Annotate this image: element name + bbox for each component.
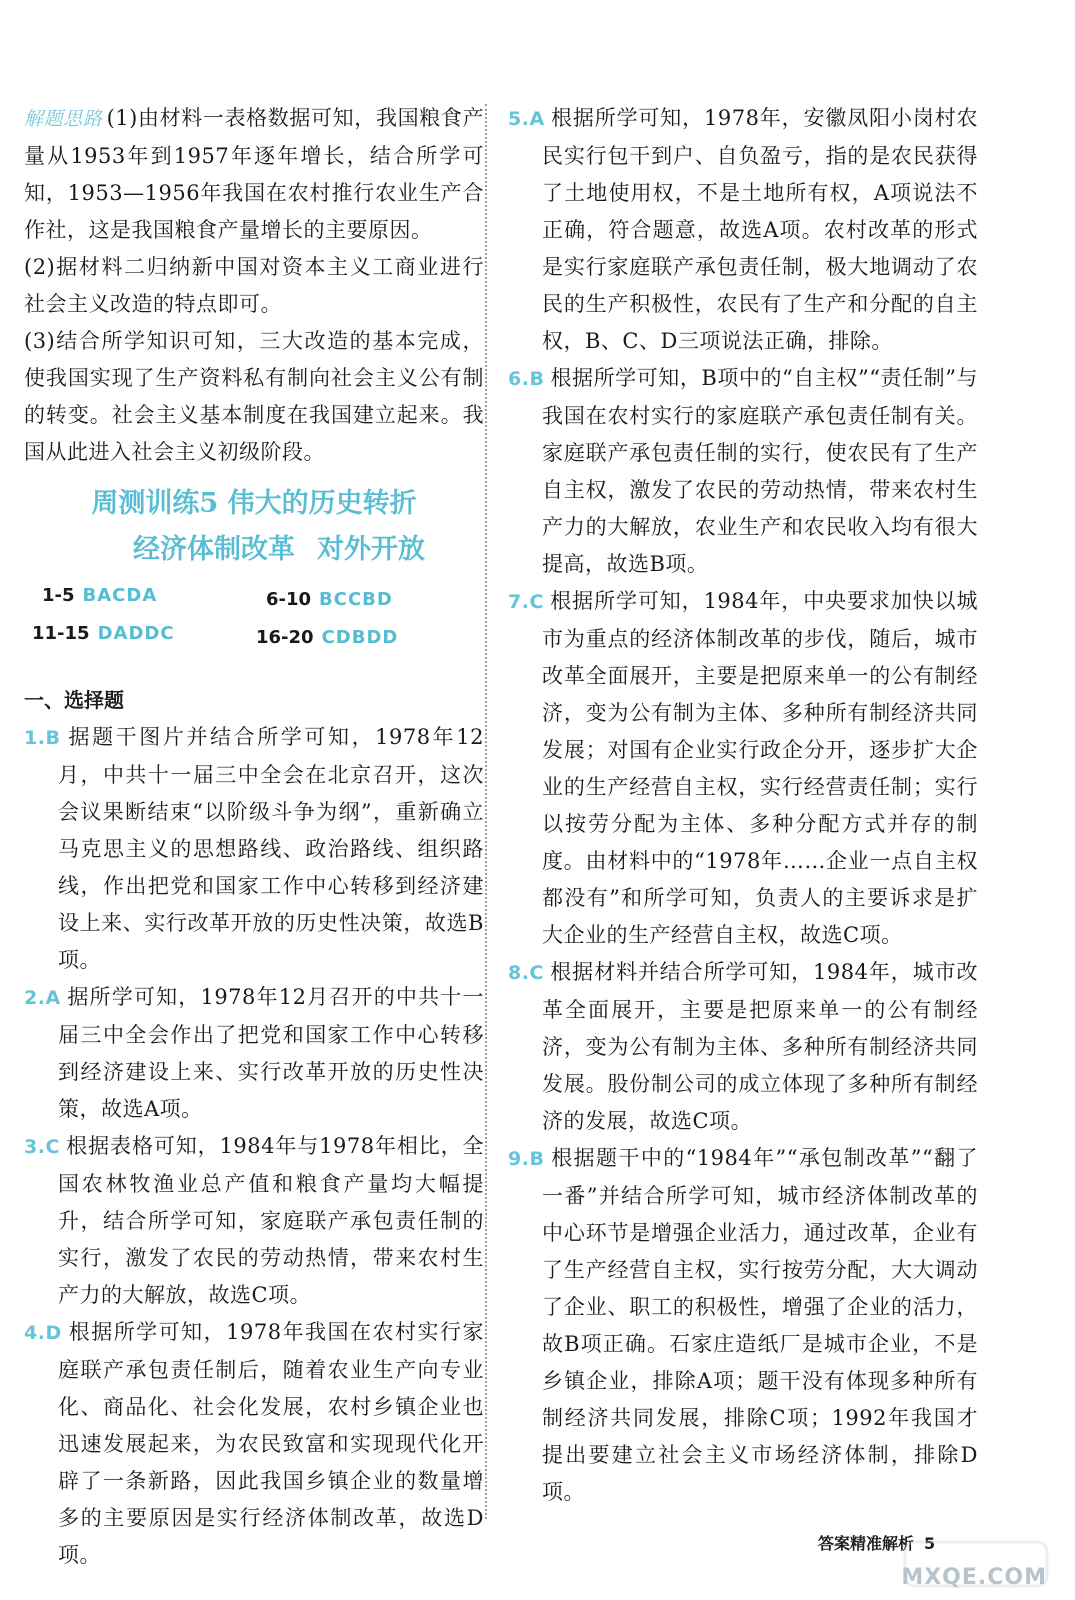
answer-keys: CDBDD [321, 627, 399, 648]
answer-range: 1-5 [42, 585, 75, 606]
answer-item [24, 1128, 484, 1314]
item-text: 根据所学可知，B项中的“自主权”“责任制”与我国在农村实行的家庭联产承包责任制有关。家庭联产承包责任制的实行，使农民有了生产自主权，激发了农民的劳动热情，带来农村生产力的大解放，农业生产和农民收入均有很大提高，故选B项。 [542, 366, 978, 576]
subtitle-part-2: 对外开放 [317, 534, 425, 565]
item-tag: 3.C [24, 1136, 60, 1158]
answer-range: 16-20 [256, 627, 314, 648]
column-divider [485, 104, 487, 1519]
answer-group [32, 623, 175, 644]
item-tag: 6.B [508, 368, 545, 390]
answer-item [508, 954, 978, 1140]
hint-label: 解题思路 [24, 108, 103, 130]
answer-group [256, 627, 398, 648]
section-title: 周测训练5 伟大的历史转折 [91, 488, 417, 519]
hint-paragraph-1 [24, 100, 484, 249]
item-tag: 1.B [24, 727, 61, 749]
item-text: 根据所学可知，1978年我国在农村实行家庭联产承包责任制后，随着农业生产向专业化、商品化、社会化发展，农村乡镇企业也迅速发展起来，为农民致富和实现现代化开辟了一条新路，因此我国乡镇企业的数量增多的主要原因是实行经济体制改革，故选D项。 [58, 1320, 484, 1567]
item-tag: 8.C [508, 962, 544, 984]
item-tag: 2.A [24, 987, 61, 1009]
footer-title: 答案精准解析 [818, 1534, 915, 1553]
page-number: 5 [924, 1534, 936, 1553]
right-column [508, 100, 978, 1511]
left-column [24, 100, 484, 1574]
answer-group [266, 589, 393, 610]
item-text: 根据表格可知，1984年与1978年相比，全国农林牧渔业总产值和粮食产量均大幅提升，结合所学可知，家庭联产承包责任制的实行，激发了农民的劳动热情，带来农村生产力的大解放，故选C项。 [58, 1134, 484, 1307]
subtitle-part-1: 经济体制改革 [133, 534, 295, 565]
answer-key [24, 585, 484, 667]
item-tag: 9.B [508, 1148, 545, 1170]
answer-item [508, 583, 978, 954]
item-text: 根据题干中的“1984年”“承包制改革”“翻了一番”并结合所学可知，城市经济体制改革的中心环节是增强企业活力，通过改革，企业有了生产经营自主权，实行按劳分配，大大调动了企业、职工的积极性，增强了企业的活力，故B项正确。石家庄造纸厂是城市企业，不是乡镇企业，排除A项；题干没有体现多种所有制经济共同发展，排除C项；1992年我国才提出要建立社会主义市场经济体制，排除D项。 [542, 1146, 978, 1504]
answer-item [508, 100, 978, 360]
answer-item [24, 719, 484, 979]
hint-text-1: (1)由材料一表格数据可知，我国粮食产量从1953年到1957年逐年增长，结合所学可知，1953—1956年我国在农村推行农业生产合作社，这是我国粮食产量增长的主要原因。 [24, 106, 484, 242]
section-subtitle [24, 531, 484, 569]
answer-range: 11-15 [32, 623, 90, 644]
answer-item [508, 1140, 978, 1511]
answer-item [24, 1314, 484, 1574]
watermark-text: MXQE.COM [901, 1565, 1047, 1590]
item-tag: 5.A [508, 108, 545, 130]
item-text: 据题干图片并结合所学可知，1978年12月，中共十一届三中全会在北京召开，这次会议果断结束“以阶级斗争为纲”，重新确立马克思主义的思想路线、政治路线、组织路线，作出把党和国家工作中心转移到经济建设上来、实行改革开放的历史性决策，故选B项。 [58, 725, 484, 972]
answer-keys: BACDA [82, 585, 158, 606]
hint-paragraph-2: (2)据材料二归纳新中国对资本主义工商业进行社会主义改造的特点即可。 [24, 255, 484, 316]
answer-item [24, 979, 484, 1128]
answer-item [508, 360, 978, 583]
answer-keys: DADDC [97, 623, 175, 644]
section-heading: 一、选择题 [24, 688, 124, 712]
item-text: 据所学可知，1978年12月召开的中共十一届三中全会作出了把党和国家工作中心转移到经济建设上来、实行改革开放的历史性决策，故选A项。 [58, 985, 484, 1121]
item-tag: 4.D [24, 1322, 62, 1344]
item-text: 根据所学可知，1978年，安徽凤阳小岗村农民实行包干到户、自负盈亏，指的是农民获得了土地使用权，不是土地所有权，A项说法不正确，符合题意，故选A项。农村改革的形式是实行家庭联产承包责任制，极大地调动了农民的生产积极性，农民有了生产和分配的自主权，B、C、D三项说法正确，排除。 [542, 106, 978, 353]
item-tag: 7.C [508, 591, 544, 613]
item-text: 根据材料并结合所学可知，1984年，城市改革全面展开，主要是把原来单一的公有制经济，变为公有制为主体、多种所有制经济共同发展。股份制公司的成立体现了多种所有制经济的发展，故选C项。 [542, 960, 978, 1133]
answer-range: 6-10 [266, 589, 312, 610]
answer-group [42, 585, 157, 606]
item-text: 根据所学可知，1984年，中央要求加快以城市为重点的经济体制改革的步伐，随后，城市改革全面展开，主要是把原来单一的公有制经济，变为公有制为主体、多种所有制经济共同发展；对国有企业实行政企分开，逐步扩大企业的生产经营自主权，实行经营责任制；实行以按劳分配为主体、多种分配方式并存的制度。由材料中的“1978年……企业一点自主权都没有”和所学可知，负责人的主要诉求是扩大企业的生产经营自主权，故选C项。 [542, 589, 978, 947]
answer-keys: BCCBD [319, 589, 393, 610]
hint-paragraph-3: (3)结合所学知识可知，三大改造的基本完成，使我国实现了生产资料私有制向社会主义公有制的转变。社会主义基本制度在我国建立起来。我国从此进入社会主义初级阶段。 [24, 329, 484, 464]
